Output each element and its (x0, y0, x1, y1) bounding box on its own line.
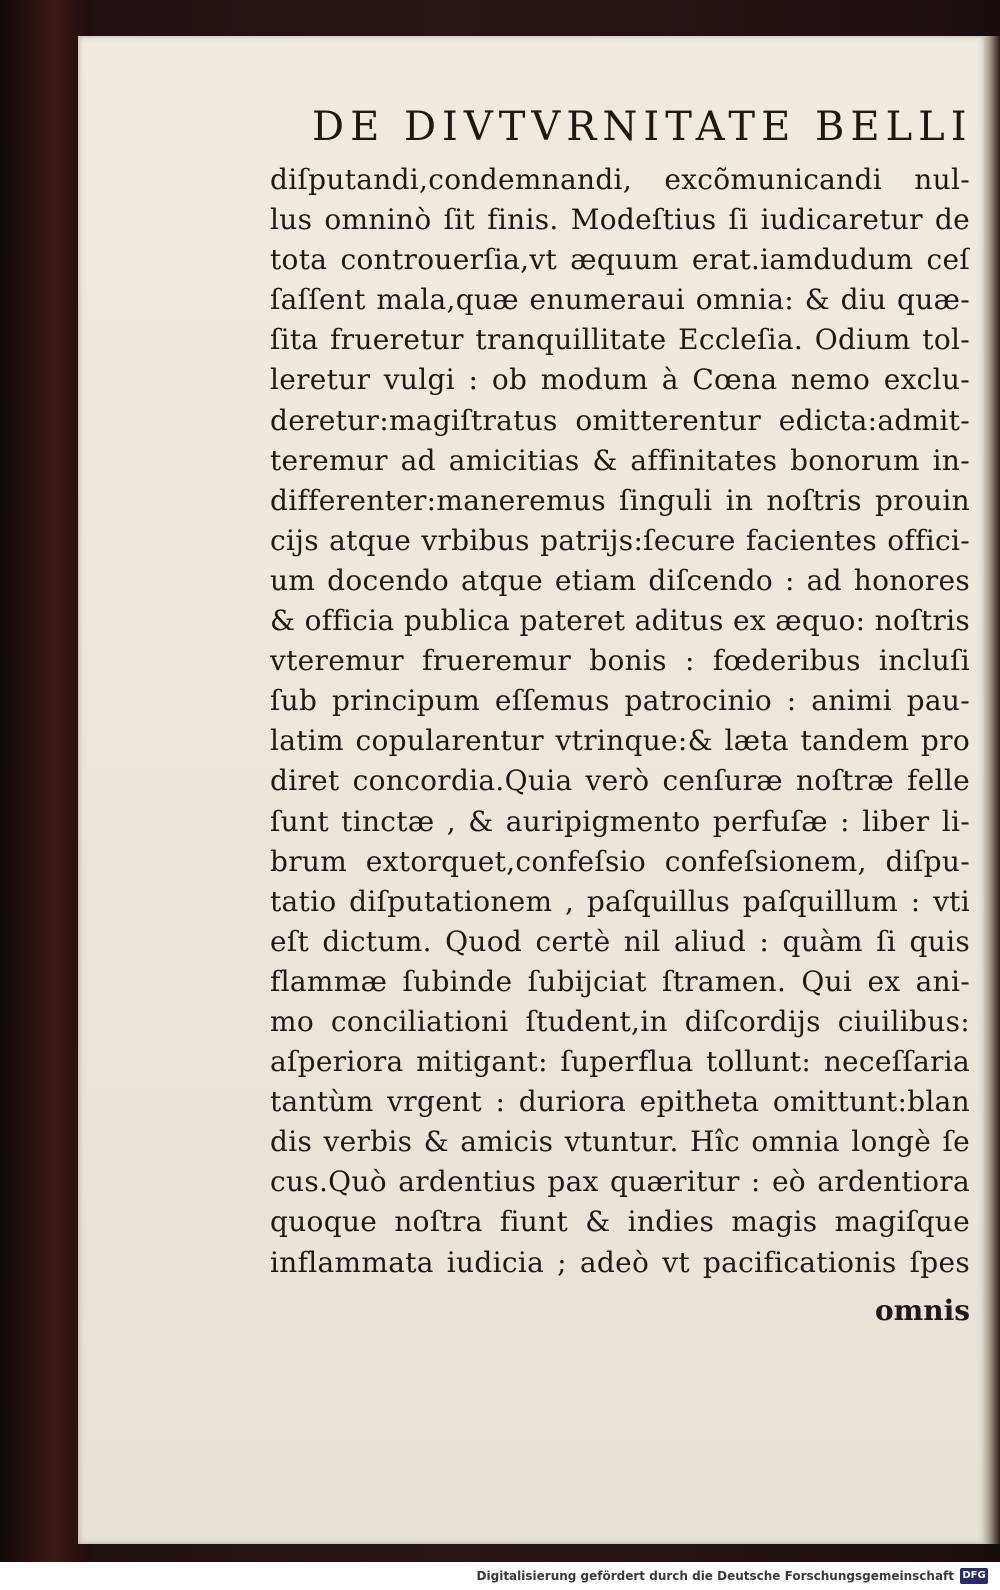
text-line: diret concordia.Quia verò cenſuræ noſtræ felle (270, 764, 970, 798)
text-line: teremur ad amicitias & affinitates bonorum in- (270, 443, 970, 477)
text-line: brum extorquet,confeſsio confeſsionem, diſpu- (270, 844, 970, 878)
text-line: vteremur frueremur bonis : fœderibus incluſi (270, 644, 970, 678)
text-line: mo conciliationi ſtudent,in diſcordijs ciuilibus: (270, 1004, 970, 1038)
text-line: dis verbis & amicis vtuntur. Hîc omnia longè ſe (270, 1125, 970, 1159)
page-edge (984, 36, 1000, 1544)
text-line: flammæ ſubinde ſubijciat ſtramen. Qui ex ani- (270, 964, 970, 998)
facing-page-shadow (0, 0, 90, 1562)
text-line: cus.Quò ardentius pax quæritur : eò ardentiora (270, 1165, 970, 1199)
text-line: aſperiora mitigant: ſuperflua tollunt: neceſſaria (270, 1045, 970, 1079)
text-line: cijs atque vrbibus patrijs:ſecure facientes offici- (270, 523, 970, 557)
text-line: tatio diſputationem , paſquillus paſquillum : vti (270, 884, 970, 918)
text-line: inflammata iudicia ; adeò vt pacificationis ſpes (270, 1245, 970, 1279)
text-line: differenter:maneremus ſinguli in noſtris prouin (270, 483, 970, 517)
text-line: deretur:magiſtratus omitterentur edicta:admit- (270, 403, 970, 437)
text-line: eſt dictum. Quod certè nil aliud : quàm ſi quis (270, 924, 970, 958)
text-line: latim copularentur vtrinque:& læta tandem pro (270, 724, 970, 758)
text-line: tantùm vrgent : duriora epitheta omittunt:blan (270, 1085, 970, 1119)
text-line: diſputandi,condemnandi, excõmunicandi nul- (270, 163, 970, 196)
dfg-logo-icon: DFG (960, 1568, 988, 1584)
catchword: omnis (874, 1294, 970, 1327)
text-line: ſunt tinctæ , & auripigmento perfuſæ : liber li- (270, 804, 970, 838)
text-line: ſita frueretur tranquillitate Eccleſia. Odium tol- (270, 323, 970, 357)
text-line: tota controuerſia,vt æquum erat.iamdudum ceſ (270, 243, 970, 277)
running-head: DE DIVTVRNITATE BELLI (312, 104, 973, 150)
text-line: um docendo atque etiam diſcendo : ad honores (270, 563, 970, 597)
text-line: lus omninò ſit finis. Modeſtius ſi iudicaretur de (270, 203, 970, 237)
text-line: & officia publica pateret aditus ex æquo: noſtris (270, 604, 970, 638)
funding-credit: Digitalisierung gefördert durch die Deutsche Forschungsgemeinschaft (476, 1569, 954, 1583)
body-text (270, 160, 970, 1283)
text-line: ſaſſent mala,quæ enumeraui omnia: & diu quæ- (270, 283, 970, 317)
text-line: ſub principum eſſemus patrocinio : animi pau- (270, 684, 970, 718)
text-line: quoque noſtra fiunt & indies magis magiſque (270, 1205, 970, 1239)
footer-bar (0, 1562, 1000, 1590)
text-line: leretur vulgi : ob modum à Cœna nemo exclu- (270, 363, 970, 397)
